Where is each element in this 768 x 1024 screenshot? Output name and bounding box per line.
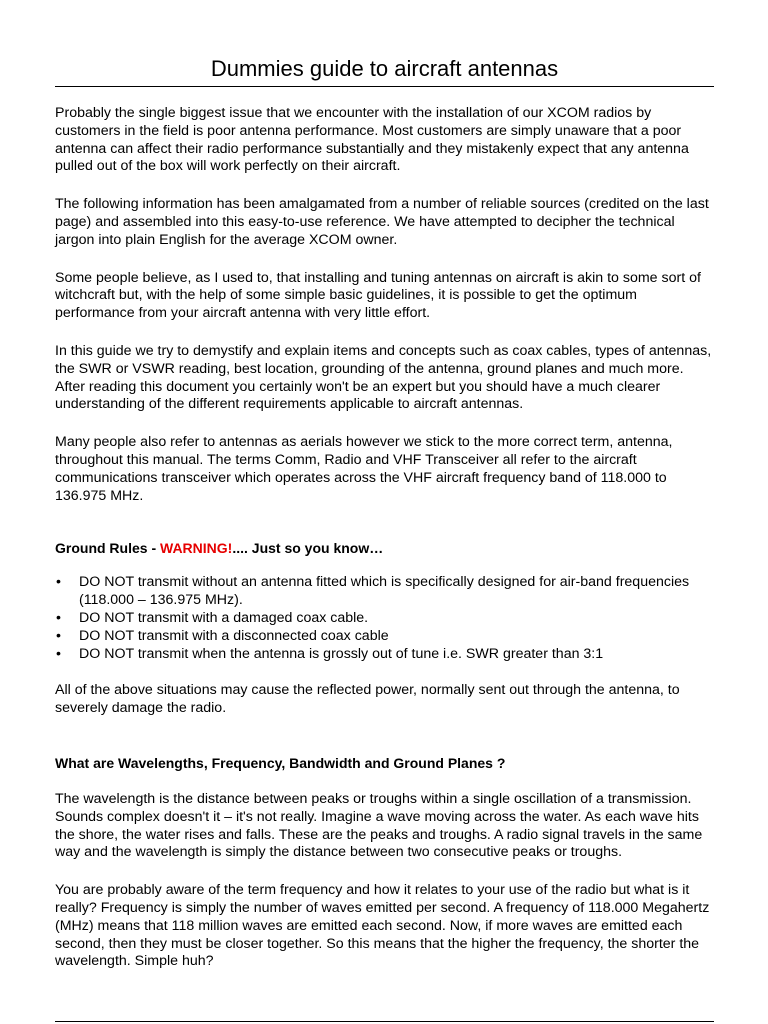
intro-paragraph: Probably the single biggest issue that we encounter with the installation of our XCOM radios by customers in the field is poor antenna performance. Most customers are simply unaware that a poor antenna can affect their radio performance substantially and they mistakenly expect that any antenna pulled out of the box will work perfectly on their aircraft. <box>55 105 689 175</box>
list-item: • DO NOT transmit without an antenna fitted which is specifically designed for air-band frequencies (118.000 – 136.975 MHz). <box>55 574 714 610</box>
list-item: • DO NOT transmit with a damaged coax cable. <box>55 610 714 628</box>
document-page <box>55 0 714 971</box>
wavelength-paragraph: The wavelength is the distance between peaks or troughs within a single oscillation of a transmission. Sounds complex doesn't it – it's not really. Imagine a wave moving across the water. As each wave hits the shore, the water rises and falls. These are the peaks and troughs. A radio signal travels in the same way and the wavelength is simply the distance between two consecutive peaks or troughs. <box>55 790 703 861</box>
intro-paragraph: Some people believe, as I used to, that installing and tuning antennas on aircraft is akin to some sort of witchcraft but, with the help of some simple basic guidelines, it is possible to get the optimum performance from your aircraft antenna with very little effort. <box>55 269 701 322</box>
footer-divider <box>55 1021 714 1022</box>
page-title: Dummies guide to aircraft antennas <box>55 56 714 87</box>
list-item: • DO NOT transmit when the antenna is grossly out of tune i.e. SWR greater than 3:1 <box>55 646 714 664</box>
ground-rules-suffix: .... Just so you know… <box>232 540 384 557</box>
wavelengths-heading: What are Wavelengths, Frequency, Bandwidth and Ground Planes ? <box>55 754 506 771</box>
ground-rules-label: Ground Rules - <box>55 540 160 557</box>
ground-rules-note: All of the above situations may cause the reflected power, normally sent out through the antenna, to severely damage the radio. <box>55 682 680 717</box>
ground-rules-heading <box>55 539 714 557</box>
frequency-paragraph: You are probably aware of the term frequency and how it relates to your use of the radio but what is it really? Frequency is simply the number of waves emitted per second. A frequency of 118.000 Megahertz (MHz) means that 118 million waves are emitted each second. Now, if more waves are emitted each second, then they must be closer together. So this means that the higher the frequency, the shorter the wavelength. Simple huh? <box>55 882 710 970</box>
list-item: • DO NOT transmit with a disconnected coax cable <box>55 628 714 646</box>
intro-paragraph: Many people also refer to antennas as aerials however we stick to the more correct term, antenna, throughout this manual. The terms Comm, Radio and VHF Transceiver all refer to the aircraft communications transceiver which operates across the VHF aircraft frequency band of 118.000 to 136.975 MHz. <box>55 434 673 504</box>
intro-paragraph: The following information has been amalgamated from a number of reliable sources (credited on the last page) and assembled into this easy-to-use reference. We have attempted to decipher the technical jargon into plain English for the average XCOM owner. <box>55 196 709 248</box>
intro-paragraph: In this guide we try to demystify and explain items and concepts such as coax cables, types of antennas, the SWR or VSWR reading, best location, grounding of the antenna, ground planes and much more. After reading this document you certainly won't be an expert but you should have a much clearer understanding of the different requirements applicable to aircraft antennas. <box>55 342 712 413</box>
ground-rules-list <box>55 574 714 663</box>
warning-label: WARNING! <box>160 540 233 557</box>
